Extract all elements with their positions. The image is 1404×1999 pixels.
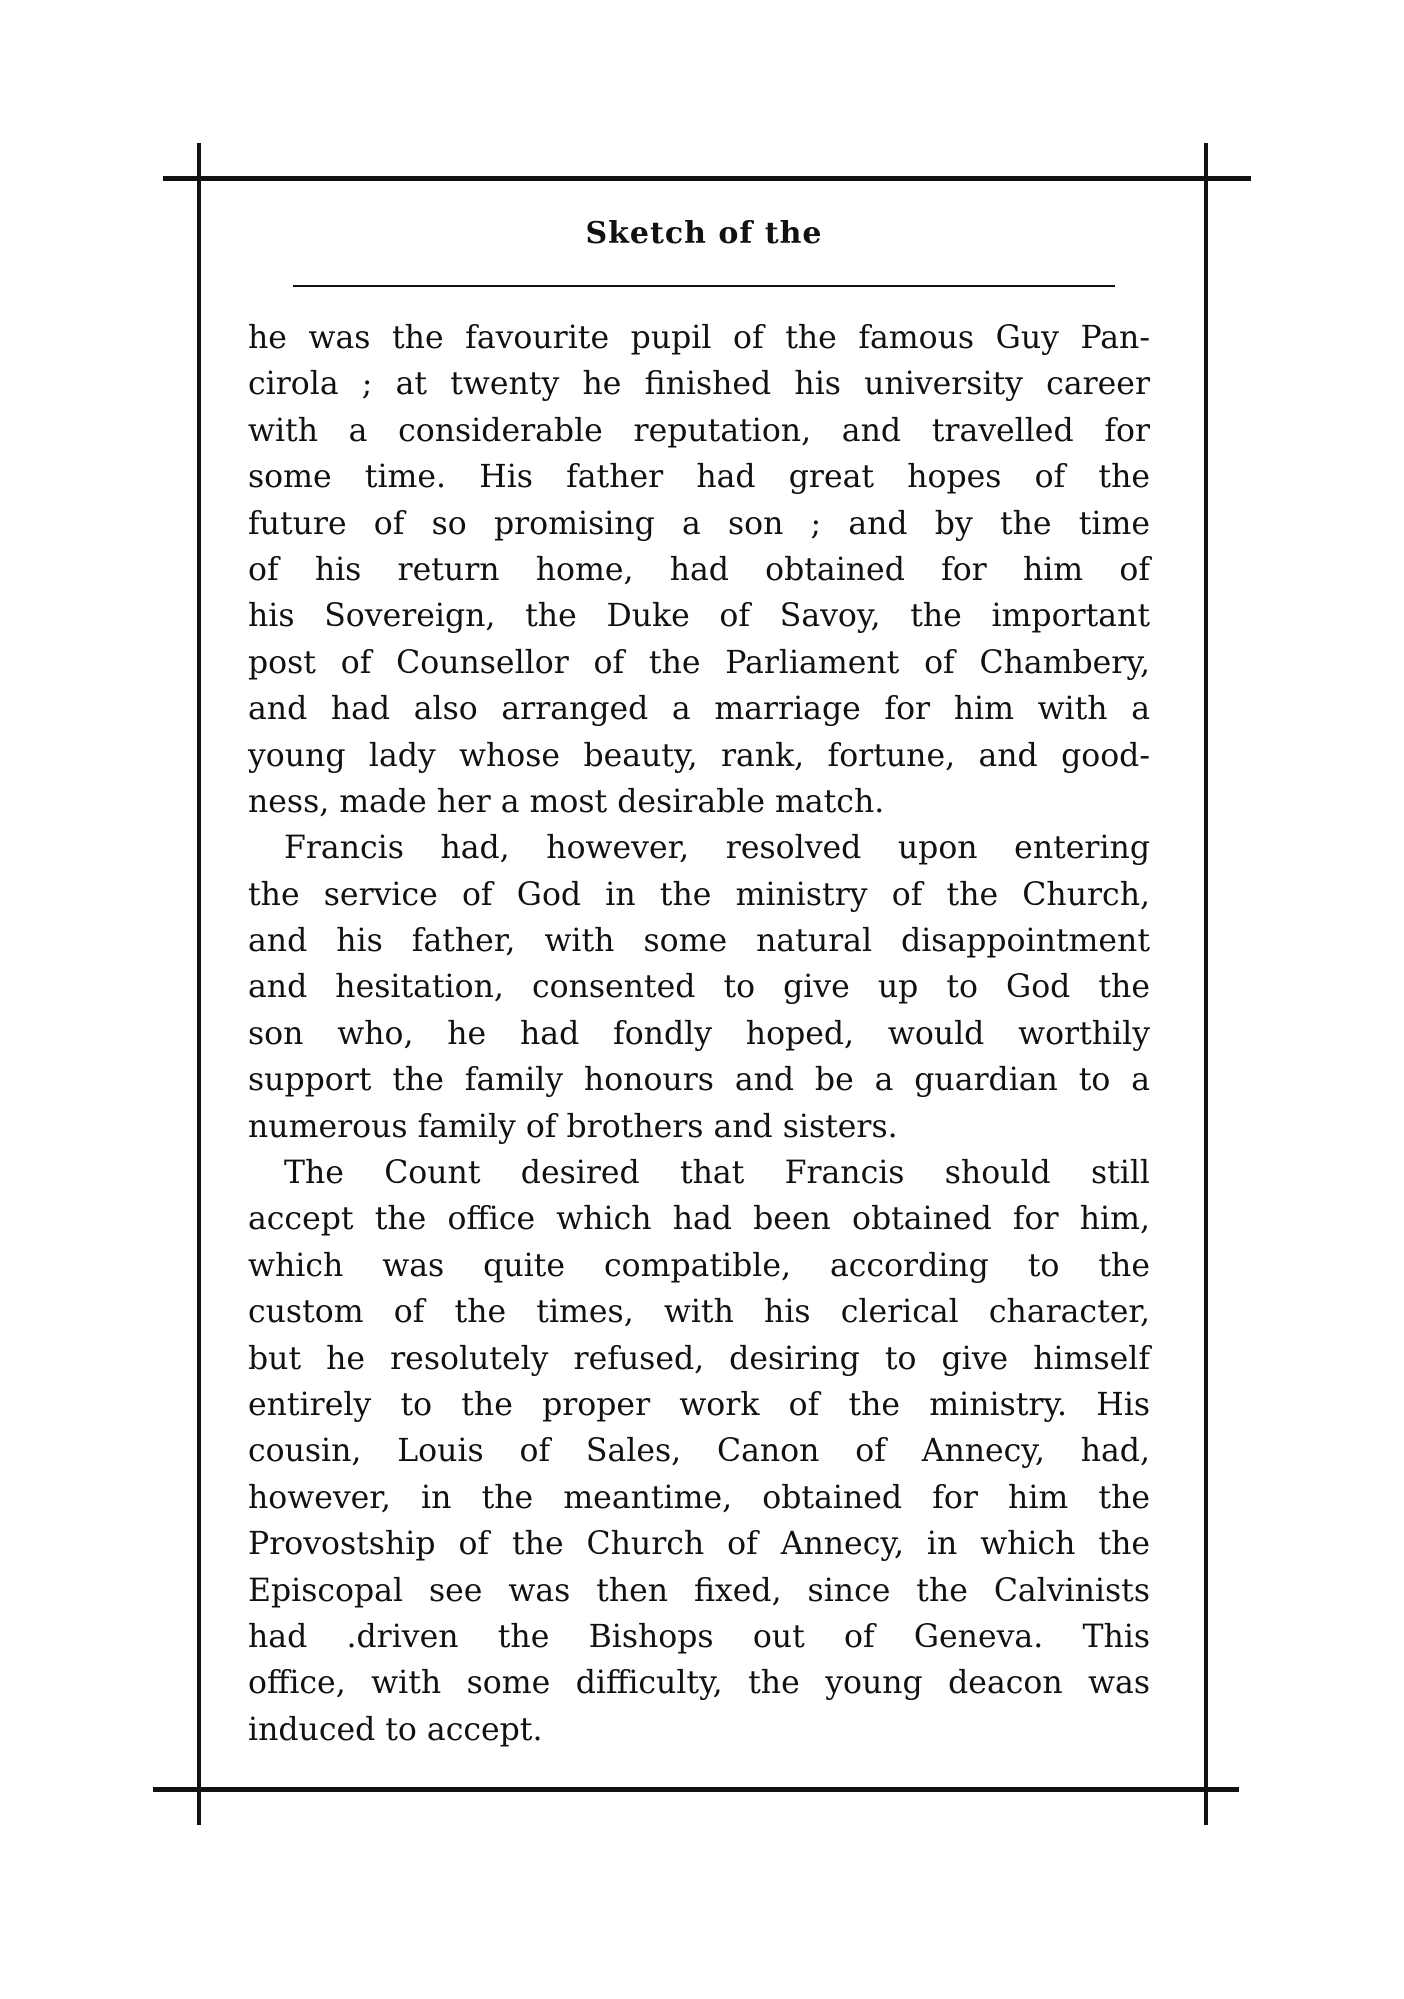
text-line: Provostship of the Church of Annecy, in which the: [248, 1526, 1150, 1563]
text-line: The Count desired that Francis should still: [284, 1155, 1150, 1192]
text-line: support the family honours and be a guardian to a: [248, 1062, 1150, 1099]
text-line: son who, he had fondly hoped, would worthily: [248, 1015, 1150, 1052]
paragraph: [248, 825, 1150, 1150]
text-line: ness, made her a most desirable match.: [248, 783, 885, 820]
text-line: numerous family of brothers and sisters.: [248, 1108, 898, 1145]
text-line: accept the office which had been obtained for him,: [248, 1201, 1150, 1238]
page-border-bottom-rule: [153, 1787, 1239, 1792]
header-rule: [293, 285, 1115, 287]
text-line: and his father, with some natural disappointment: [248, 923, 1150, 960]
text-line: his Sovereign, the Duke of Savoy, the important: [248, 598, 1150, 635]
text-line: some time. His father had great hopes of the: [248, 459, 1150, 496]
text-line: and had also arranged a marriage for him with a: [248, 691, 1150, 728]
running-head: Sketch of the: [585, 216, 823, 251]
text-line: Episcopal see was then fixed, since the Calvinists: [248, 1572, 1150, 1609]
page-border-top-rule: [163, 176, 1251, 181]
text-line: cousin, Louis of Sales, Canon of Annecy, had,: [248, 1433, 1150, 1470]
text-line: and hesitation, consented to give up to God the: [248, 969, 1150, 1006]
text-line: but he resolutely refused, desiring to give himself: [248, 1340, 1150, 1377]
text-line: office, with some difficulty, the young deacon was: [248, 1665, 1150, 1702]
text-line: which was quite compatible, according to the: [248, 1247, 1150, 1284]
text-line: custom of the times, with his clerical character,: [248, 1294, 1150, 1331]
text-line: had .driven the Bishops out of Geneva. This: [248, 1618, 1150, 1655]
text-line: of his return home, had obtained for him of: [248, 551, 1150, 588]
text-line: young lady whose beauty, rank, fortune, and good-: [248, 737, 1150, 774]
text-line: with a considerable reputation, and travelled for: [248, 412, 1150, 449]
page-border-right-rule: [1204, 143, 1208, 1825]
paragraph: [248, 315, 1150, 825]
text-line: post of Counsellor of the Parliament of Chambery,: [248, 644, 1150, 681]
text-line: future of so promising a son ; and by the time: [248, 505, 1150, 542]
text-line: the service of God in the ministry of the Church,: [248, 876, 1150, 913]
page-border-left-rule: [197, 143, 201, 1825]
text-line: Francis had, however, resolved upon entering: [284, 830, 1150, 867]
text-line: however, in the meantime, obtained for him the: [248, 1479, 1150, 1516]
text-line: entirely to the proper work of the ministry. His: [248, 1386, 1150, 1423]
text-line: cirola ; at twenty he finished his university career: [248, 366, 1150, 403]
text-line: he was the favourite pupil of the famous Guy Pan-: [248, 320, 1150, 356]
paragraph: [248, 1150, 1150, 1753]
text-line: induced to accept.: [248, 1711, 543, 1748]
body-text: [248, 315, 1150, 1753]
